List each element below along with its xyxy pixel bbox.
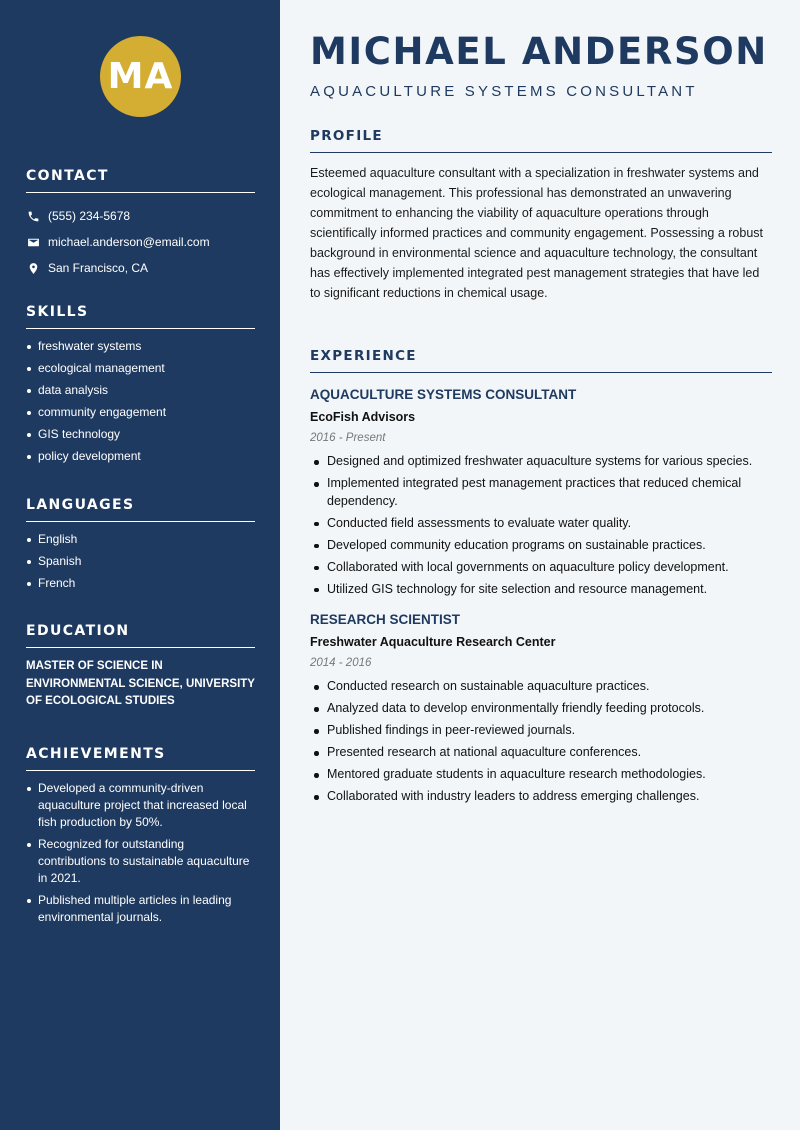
- list-item: English: [26, 531, 255, 548]
- list-item: French: [26, 575, 255, 592]
- candidate-title: AQUACULTURE SYSTEMS CONSULTANT: [310, 83, 698, 100]
- location-pin-icon: [26, 261, 40, 275]
- list-item: Collaborated with local governments on aquaculture policy development.: [310, 559, 772, 577]
- list-item: Published findings in peer-reviewed journals.: [310, 722, 772, 740]
- skills-list: [26, 338, 255, 465]
- candidate-name: MICHAEL ANDERSON: [310, 30, 768, 73]
- profile-section: [310, 128, 772, 303]
- education-section: [26, 623, 255, 711]
- education-degree: MASTER OF SCIENCE IN ENVIRONMENTAL SCIENCE, UNIVERSITY OF ECOLOGICAL STUDIES: [26, 660, 255, 707]
- list-item: Analyzed data to develop environmentally friendly feeding protocols.: [310, 700, 772, 718]
- job-bullets: [310, 678, 772, 806]
- list-item: Recognized for outstanding contributions to sustainable aquaculture in 2021.: [26, 836, 255, 887]
- job-dates: 2014 - 2016: [310, 657, 372, 669]
- job-entry: [310, 385, 772, 598]
- avatar-initials: MA: [107, 56, 174, 97]
- list-item: GIS technology: [26, 426, 255, 443]
- achievements-section: [26, 746, 255, 931]
- list-item: Conducted field assessments to evaluate water quality.: [310, 515, 772, 533]
- sidebar: [0, 0, 280, 1130]
- job-entry: [310, 610, 772, 806]
- list-item: Implemented integrated pest management practices that reduced chemical dependency.: [310, 475, 772, 510]
- list-item: Collaborated with industry leaders to address emerging challenges.: [310, 788, 772, 806]
- phone-icon: [26, 209, 40, 223]
- job-dates: 2016 - Present: [310, 432, 386, 444]
- location-text: San Francisco, CA: [48, 261, 149, 275]
- list-item: data analysis: [26, 382, 255, 399]
- list-item: community engagement: [26, 404, 255, 421]
- contact-heading: CONTACT: [26, 168, 255, 193]
- education-heading: EDUCATION: [26, 623, 255, 648]
- list-item: Developed community education programs on sustainable practices.: [310, 537, 772, 555]
- job-company: Freshwater Aquaculture Research Center: [310, 635, 556, 649]
- skills-heading: SKILLS: [26, 304, 255, 329]
- list-item: Presented research at national aquaculture conferences.: [310, 744, 772, 762]
- list-item: Utilized GIS technology for site selection and resource management.: [310, 581, 772, 599]
- contact-email: [26, 229, 255, 255]
- list-item: freshwater systems: [26, 338, 255, 355]
- languages-section: [26, 497, 255, 597]
- list-item: Designed and optimized freshwater aquaculture systems for various species.: [310, 453, 772, 471]
- list-item: Mentored graduate students in aquaculture research methodologies.: [310, 766, 772, 784]
- email-icon: [26, 235, 40, 249]
- job-role: AQUACULTURE SYSTEMS CONSULTANT: [310, 387, 577, 402]
- achievements-heading: ACHIEVEMENTS: [26, 746, 255, 771]
- contact-list: [26, 203, 255, 281]
- contact-section: [26, 168, 255, 281]
- list-item: Developed a community-driven aquaculture project that increased local fish production by 50%.: [26, 780, 255, 831]
- profile-heading: PROFILE: [310, 128, 772, 153]
- skills-section: [26, 304, 255, 470]
- email-text: michael.anderson@email.com: [48, 235, 210, 249]
- list-item: ecological management: [26, 360, 255, 377]
- job-bullets: [310, 453, 772, 598]
- list-item: Published multiple articles in leading environmental journals.: [26, 892, 255, 926]
- job-role: RESEARCH SCIENTIST: [310, 612, 461, 627]
- contact-location: [26, 255, 255, 281]
- languages-heading: LANGUAGES: [26, 497, 255, 522]
- contact-phone: [26, 203, 255, 229]
- achievements-list: [26, 780, 255, 926]
- experience-section: [310, 348, 772, 810]
- languages-list: [26, 531, 255, 592]
- job-company: EcoFish Advisors: [310, 410, 416, 424]
- list-item: Spanish: [26, 553, 255, 570]
- list-item: policy development: [26, 448, 255, 465]
- phone-text: (555) 234-5678: [48, 209, 131, 223]
- list-item: Conducted research on sustainable aquaculture practices.: [310, 678, 772, 696]
- profile-text: Esteemed aquaculture consultant with a specialization in freshwater systems and ecological management. This professional has demonstrated an unwavering commitment to enhancing the viability of aquaculture operations through scientifically informed practices and community engagement. Possessing a robust background in environmental science and aquaculture technology, the consultant has effectively implemented integrated pest management strategies that have led to significant reductions in chemical usage.: [310, 166, 763, 300]
- avatar: [100, 36, 181, 117]
- experience-heading: EXPERIENCE: [310, 348, 772, 373]
